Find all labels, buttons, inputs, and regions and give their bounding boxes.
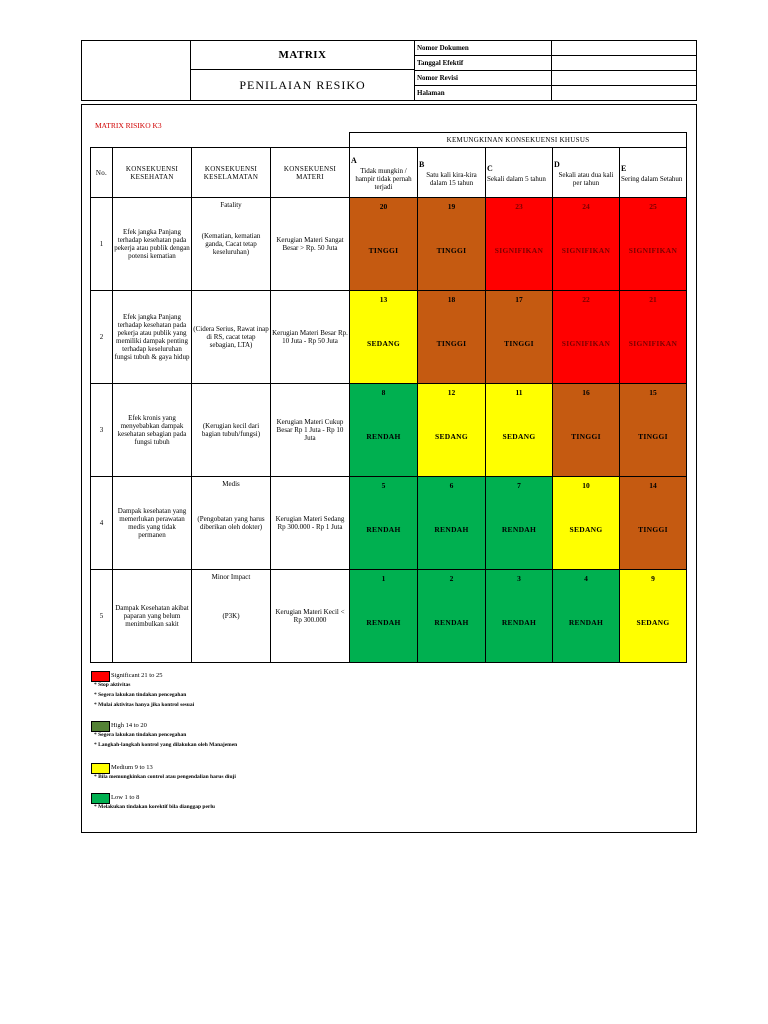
meta-value-nomor-dokumen bbox=[552, 41, 696, 56]
risk-score: 21 bbox=[649, 295, 657, 304]
risk-level: TINGGI bbox=[571, 432, 601, 441]
likelihood-letter: D bbox=[554, 159, 560, 169]
risk-score: 12 bbox=[447, 388, 456, 397]
keselamatan-description: (Kerugian kecil dari bagian tubuh/fungsi) bbox=[201, 422, 261, 438]
risk-cell bbox=[485, 476, 553, 570]
risk-score: 7 bbox=[517, 481, 521, 490]
konsekuensi-kesehatan-cell: Efek jangka Panjang terhadap kesehatan pada pekerja atau publik dengan potensi kematian bbox=[112, 197, 192, 291]
risk-score: 23 bbox=[515, 202, 523, 211]
likelihood-header-a bbox=[349, 147, 418, 198]
risk-score: 14 bbox=[649, 481, 657, 490]
risk-score: 11 bbox=[515, 388, 523, 397]
meta-label-nomor-revisi: Nomor Revisi bbox=[415, 71, 552, 86]
likelihood-header-d bbox=[552, 147, 620, 198]
risk-level: RENDAH bbox=[366, 525, 401, 534]
konsekuensi-materi-cell: Kerugian Materi Sangat Besar > Rp. 50 Juta bbox=[270, 197, 350, 291]
row-number: 5 bbox=[90, 569, 113, 663]
risk-cell bbox=[417, 383, 486, 477]
legend-title: Medium 9 to 13 bbox=[111, 764, 153, 771]
likelihood-description: Sekali dalam 5 tahun bbox=[487, 174, 546, 183]
risk-cell bbox=[619, 569, 687, 663]
row-number: 1 bbox=[90, 197, 113, 291]
risk-cell bbox=[552, 476, 620, 570]
risk-level: RENDAH bbox=[501, 525, 537, 534]
legend-swatch bbox=[91, 763, 110, 774]
konsekuensi-materi-cell: Kerugian Materi Cukup Besar Rp 1 Juta - Rp 10 Juta bbox=[270, 383, 350, 477]
risk-cell bbox=[485, 569, 553, 663]
logo-placeholder bbox=[82, 41, 191, 100]
meta-value-nomor-revisi bbox=[552, 71, 696, 86]
risk-level: RENDAH bbox=[434, 525, 469, 534]
risk-score: 6 bbox=[449, 481, 454, 490]
risk-cell bbox=[485, 383, 553, 477]
risk-cell bbox=[417, 569, 486, 663]
risk-score: 22 bbox=[582, 295, 590, 304]
risk-score: 1 bbox=[381, 574, 386, 583]
risk-level: TINGGI bbox=[638, 432, 668, 441]
risk-cell bbox=[552, 569, 620, 663]
risk-level: SEDANG bbox=[636, 618, 670, 627]
meta-value-tanggal-efektif bbox=[552, 56, 696, 71]
keselamatan-description: (P3K) bbox=[222, 612, 240, 620]
konsekuensi-keselamatan-cell bbox=[191, 197, 271, 291]
likelihood-letter: E bbox=[621, 163, 627, 173]
legend-swatch bbox=[91, 793, 110, 804]
legend-instruction: * Stop aktivitas bbox=[94, 682, 131, 688]
legend-instruction: * Segera lakukan tindakan pencegahan bbox=[94, 692, 187, 698]
risk-score: 9 bbox=[651, 574, 655, 583]
risk-score: 13 bbox=[379, 295, 388, 304]
likelihood-description: Sering dalam Setahun bbox=[621, 174, 683, 183]
risk-score: 10 bbox=[582, 481, 590, 490]
matrix-title: MATRIX RISIKO K3 bbox=[95, 121, 162, 130]
risk-level: SEDANG bbox=[502, 432, 536, 441]
konsekuensi-kesehatan-cell: Efek jangka Panjang terhadap kesehatan pada pekerja atau publik yang memiliki dampak penting terhadap keseluruhan fungsi tubuh & gaya hidup bbox=[112, 290, 192, 384]
likelihood-letter: A bbox=[351, 155, 357, 165]
risk-score: 8 bbox=[381, 388, 386, 397]
risk-score: 15 bbox=[649, 388, 657, 397]
risk-score: 16 bbox=[582, 388, 590, 397]
likelihood-description: Tidak mungkin / hampir tidak pernah terjadi bbox=[355, 166, 412, 191]
risk-level: TINGGI bbox=[436, 246, 467, 255]
risk-cell bbox=[552, 290, 620, 384]
legend-instruction: * Mulai aktivitas hanya jika kontrol sesuai bbox=[94, 702, 195, 708]
keselamatan-description: (Kematian, kematian ganda, Cacat tetap keseluruhan) bbox=[201, 232, 261, 256]
legend-instruction: * Langkah-langkah kontrol yang dilakukan oleh Manajemen bbox=[94, 742, 238, 748]
legend-instruction: * Bila memungkinkan control atau pengendalian harus diuji bbox=[94, 774, 236, 780]
konsekuensi-materi-cell: Kerugian Materi Kecil < Rp 300.000 bbox=[270, 569, 350, 663]
keselamatan-category: Fatality bbox=[220, 201, 242, 209]
risk-cell bbox=[619, 290, 687, 384]
keselamatan-category: Medis bbox=[222, 480, 240, 488]
risk-cell bbox=[417, 290, 486, 384]
legend-title: High 14 to 20 bbox=[111, 722, 147, 729]
header-konsekuensi-materi: KONSEKUENSI MATERI bbox=[270, 147, 350, 198]
likelihood-description: Satu kali kira-kira dalam 15 tahun bbox=[426, 170, 477, 187]
likelihood-header-c bbox=[485, 147, 553, 198]
risk-cell bbox=[349, 569, 418, 663]
risk-cell bbox=[619, 197, 687, 291]
legend-title: Significant 21 to 25 bbox=[111, 672, 163, 679]
risk-level: SEDANG bbox=[569, 525, 603, 534]
konsekuensi-materi-cell: Kerugian Materi Besar Rp. 10 Juta - Rp 50 Juta bbox=[270, 290, 350, 384]
header-konsekuensi-keselamatan: KONSEKUENSI KESELAMATAN bbox=[191, 147, 271, 198]
risk-level: RENDAH bbox=[366, 432, 401, 441]
risk-level: RENDAH bbox=[366, 618, 401, 627]
risk-level: SIGNIFIKAN bbox=[494, 246, 544, 255]
konsekuensi-materi-cell: Kerugian Materi Sedang Rp 300.000 - Rp 1 Juta bbox=[270, 476, 350, 570]
meta-value-halaman bbox=[552, 86, 696, 100]
header-title: MATRIX bbox=[191, 41, 415, 70]
risk-cell bbox=[349, 197, 418, 291]
risk-cell bbox=[552, 197, 620, 291]
risk-level: RENDAH bbox=[434, 618, 469, 627]
header-konsekuensi-kesehatan: KONSEKUENSI KESEHATAN bbox=[112, 147, 192, 198]
keselamatan-category: Minor Impact bbox=[211, 573, 251, 581]
risk-cell bbox=[619, 383, 687, 477]
risk-cell bbox=[349, 383, 418, 477]
risk-score: 24 bbox=[582, 202, 590, 211]
header-kemungkinan: KEMUNGKINAN KONSEKUENSI KHUSUS bbox=[349, 132, 687, 148]
risk-cell bbox=[349, 476, 418, 570]
konsekuensi-keselamatan-cell bbox=[191, 569, 271, 663]
risk-level: TINGGI bbox=[368, 246, 399, 255]
risk-score: 3 bbox=[517, 574, 521, 583]
risk-score: 18 bbox=[447, 295, 456, 304]
risk-level: RENDAH bbox=[568, 618, 604, 627]
header-no: No. bbox=[90, 147, 113, 198]
risk-cell bbox=[349, 290, 418, 384]
konsekuensi-kesehatan-cell: Dampak kesehatan yang memerlukan perawatan medis yang tidak permanen bbox=[112, 476, 192, 570]
keselamatan-description: (Pengobatan yang harus diberikan oleh dokter) bbox=[197, 515, 265, 531]
risk-score: 25 bbox=[649, 202, 657, 211]
risk-score: 2 bbox=[449, 574, 454, 583]
risk-cell bbox=[417, 476, 486, 570]
risk-level: SIGNIFIKAN bbox=[628, 246, 678, 255]
likelihood-letter: B bbox=[419, 159, 425, 169]
legend-title: Low 1 to 8 bbox=[111, 794, 140, 801]
risk-level: SIGNIFIKAN bbox=[628, 339, 678, 348]
likelihood-description: Sekali atau dua kali per tahun bbox=[558, 170, 614, 187]
legend-instruction: * Melakukan tindakan korektif bila dianggap perlu bbox=[94, 804, 215, 810]
risk-level: SEDANG bbox=[434, 432, 469, 441]
risk-cell bbox=[552, 383, 620, 477]
document-header bbox=[81, 40, 697, 101]
keselamatan-description: (Cidera Serius, Rawat inap di RS, cacat tetap sebagian, LTA) bbox=[193, 325, 269, 349]
risk-level: TINGGI bbox=[504, 339, 534, 348]
legend-instruction: * Segera lakukan tindakan pencegahan bbox=[94, 732, 187, 738]
risk-score: 5 bbox=[381, 481, 386, 490]
meta-label-tanggal-efektif: Tanggal Efektif bbox=[415, 56, 552, 71]
risk-score: 19 bbox=[447, 202, 456, 211]
legend-swatch bbox=[91, 671, 110, 682]
risk-cell bbox=[485, 290, 553, 384]
konsekuensi-kesehatan-cell: Efek kronis yang menyebabkan dampak kesehatan sebagian pada fungsi tubuh bbox=[112, 383, 192, 477]
risk-level: SEDANG bbox=[366, 339, 401, 348]
risk-level: SIGNIFIKAN bbox=[561, 246, 611, 255]
likelihood-letter: C bbox=[487, 163, 493, 173]
risk-cell bbox=[619, 476, 687, 570]
risk-level: RENDAH bbox=[501, 618, 537, 627]
row-number: 3 bbox=[90, 383, 113, 477]
likelihood-header-e bbox=[619, 147, 687, 198]
risk-level: TINGGI bbox=[638, 525, 668, 534]
risk-score: 20 bbox=[379, 202, 388, 211]
risk-cell bbox=[485, 197, 553, 291]
meta-label-halaman: Halaman bbox=[415, 86, 552, 100]
header-subtitle: PENILAIAN RESIKO bbox=[191, 70, 415, 100]
legend-swatch bbox=[91, 721, 110, 732]
meta-label-nomor-dokumen: Nomor Dokumen bbox=[415, 41, 552, 56]
risk-level: SIGNIFIKAN bbox=[561, 339, 611, 348]
row-number: 4 bbox=[90, 476, 113, 570]
likelihood-header-b bbox=[417, 147, 486, 198]
konsekuensi-keselamatan-cell bbox=[191, 290, 271, 384]
risk-level: TINGGI bbox=[436, 339, 467, 348]
row-number: 2 bbox=[90, 290, 113, 384]
konsekuensi-kesehatan-cell: Dampak Kesehatan akibat paparan yang belum menimbulkan sakit bbox=[112, 569, 192, 663]
konsekuensi-keselamatan-cell bbox=[191, 383, 271, 477]
risk-cell bbox=[417, 197, 486, 291]
risk-score: 4 bbox=[584, 574, 588, 583]
konsekuensi-keselamatan-cell bbox=[191, 476, 271, 570]
risk-score: 17 bbox=[515, 295, 523, 304]
